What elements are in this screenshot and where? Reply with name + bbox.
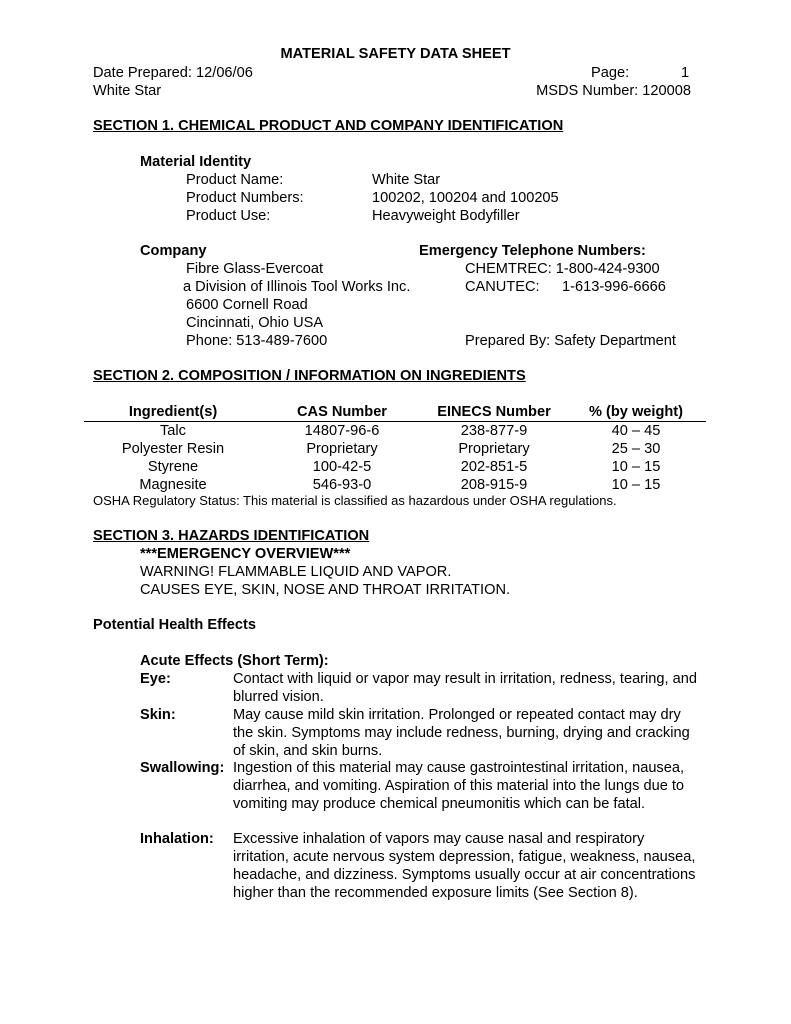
company-heading: Company <box>140 243 207 259</box>
product-use-label: Product Use: <box>186 208 271 224</box>
acute-effects-heading: Acute Effects (Short Term): <box>140 653 329 669</box>
msds-number: MSDS Number: 120008 <box>536 83 691 99</box>
swallowing-label: Swallowing: <box>140 760 225 776</box>
column-header: Ingredient(s) <box>84 403 262 422</box>
table-row <box>84 422 706 441</box>
weight-percent: 40 – 45 <box>611 423 661 439</box>
section2-heading: SECTION 2. COMPOSITION / INFORMATION ON INGREDIENTS <box>93 368 526 384</box>
ingredient-name: Styrene <box>147 459 199 475</box>
weight-percent: 10 – 15 <box>611 477 661 493</box>
cas-number: 14807-96-6 <box>304 423 380 439</box>
eye-label: Eye: <box>140 671 171 687</box>
table-row <box>84 458 706 476</box>
einecs-number: 208-915-9 <box>460 477 528 493</box>
emergency-phone-heading: Emergency Telephone Numbers: <box>419 243 646 259</box>
company-line: Cincinnati, Ohio USA <box>186 315 324 331</box>
osha-status: OSHA Regulatory Status: This material is classified as hazardous under OSHA regulations. <box>93 493 617 508</box>
product-numbers-label: Product Numbers: <box>186 190 304 206</box>
einecs-number: 238-877-9 <box>460 423 528 439</box>
ingredient-name: Magnesite <box>139 477 207 493</box>
company-line: Fibre Glass-Evercoat <box>186 261 324 277</box>
cas-number: Proprietary <box>306 441 378 457</box>
document-title: MATERIAL SAFETY DATA SHEET <box>280 46 511 62</box>
material-identity-heading: Material Identity <box>140 154 252 170</box>
date-prepared: Date Prepared: 12/06/06 <box>93 65 253 81</box>
inhalation-label: Inhalation: <box>140 831 214 847</box>
section3-heading: SECTION 3. HAZARDS IDENTIFICATION <box>93 528 370 544</box>
weight-percent: 25 – 30 <box>611 441 661 457</box>
cas-number: 100-42-5 <box>312 459 372 475</box>
einecs-number: 202-851-5 <box>460 459 528 475</box>
ingredient-name: Talc <box>160 423 186 439</box>
column-header: EINECS Number <box>422 403 566 422</box>
weight-percent: 10 – 15 <box>611 459 661 475</box>
warning-flammable: WARNING! FLAMMABLE LIQUID AND VAPOR. <box>140 564 452 580</box>
einecs-number: Proprietary <box>458 441 530 457</box>
page-number: 1 <box>681 65 690 81</box>
canutec-label: CANUTEC: <box>465 279 540 295</box>
header-product-name: White Star <box>93 83 162 99</box>
product-numbers-value: 100202, 100204 and 100205 <box>372 190 559 206</box>
ingredients-table <box>84 403 706 494</box>
cas-number: 546-93-0 <box>312 477 372 493</box>
prepared-by: Prepared By: Safety Department <box>465 333 676 349</box>
table-header-row <box>84 403 706 422</box>
page-label: Page: <box>591 65 630 81</box>
product-name-value: White Star <box>372 172 441 188</box>
chemtrec-number: CHEMTREC: 1-800-424-9300 <box>465 261 660 277</box>
ingredient-name: Polyester Resin <box>121 441 225 457</box>
product-name-label: Product Name: <box>186 172 284 188</box>
skin-label: Skin: <box>140 707 176 723</box>
company-line: a Division of Illinois Tool Works Inc. <box>183 279 411 295</box>
emergency-overview: ***EMERGENCY OVERVIEW*** <box>140 546 351 562</box>
canutec-number: 1-613-996-6666 <box>562 279 666 295</box>
potential-health-heading: Potential Health Effects <box>93 617 256 633</box>
column-header: CAS Number <box>262 403 422 422</box>
column-header: % (by weight) <box>566 403 706 422</box>
table-row <box>84 440 706 458</box>
swallowing-effects-text: Ingestion of this material may cause gastrointestinal irritation, nausea, diarrhea, and vomiting. Aspiration of this material into the lungs due to vomiting may produce chemical pneumonitis which can be fatal. <box>233 760 685 812</box>
company-phone: Phone: 513-489-7600 <box>186 333 328 349</box>
inhalation-effects-text: Excessive inhalation of vapors may cause nasal and respiratory irritation, acute nervous system depression, fatigue, weakness, nausea, headache, and dizziness. Symptoms usually occur at air concentrations higher than the recommended exposure limits (See Section 8). <box>233 831 696 901</box>
section1-heading: SECTION 1. CHEMICAL PRODUCT AND COMPANY IDENTIFICATION <box>93 118 564 134</box>
product-use-value: Heavyweight Bodyfiller <box>372 208 520 224</box>
warning-irritation: CAUSES EYE, SKIN, NOSE AND THROAT IRRITATION. <box>140 582 511 598</box>
company-line: 6600 Cornell Road <box>186 297 308 313</box>
skin-effects-text: May cause mild skin irritation. Prolonged or repeated contact may dry the skin. Symptoms may include redness, burning, drying and cracking of skin, and skin burns. <box>233 707 690 759</box>
eye-effects-text: Contact with liquid or vapor may result in irritation, redness, tearing, and blurred vision. <box>233 671 697 705</box>
